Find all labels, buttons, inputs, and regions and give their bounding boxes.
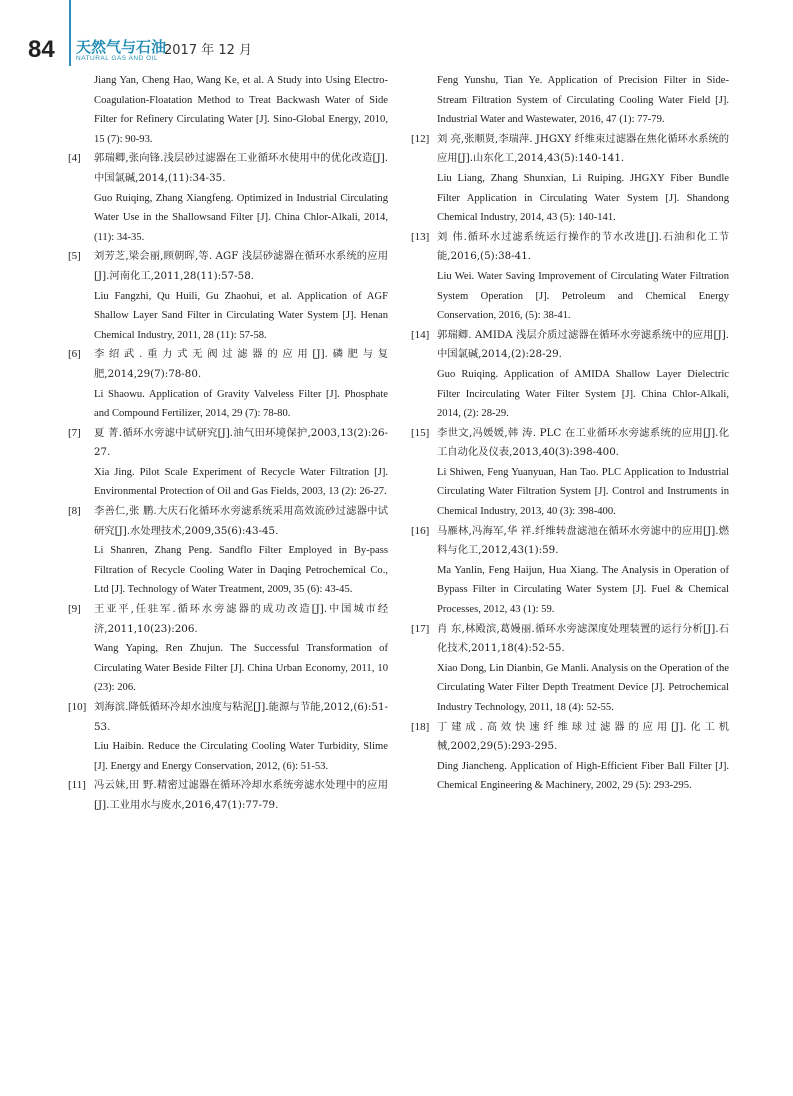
reference-chinese-text: 冯云妹,田 野.精密过滤器在循环冷却水系统旁滤水处理中的应用[J].工业用水与废水,2016,47(1):77-79. (94, 779, 388, 811)
reference-number: [14] (411, 328, 430, 341)
reference-chinese-text: 李绍武.重力式无阀过滤器的应用[J].磷肥与复肥,2014,29(7):78-80. (94, 348, 388, 380)
reference-body (94, 600, 388, 698)
reference-entry (68, 149, 388, 247)
reference-entry (68, 424, 388, 502)
reference-number (68, 71, 94, 149)
reference-body (437, 620, 729, 718)
reference-english-text: Liu Liang, Zhang Shunxian, Li Ruiping. JHGXY Fiber Bundle Filter Application in Circulating Water System [J]. Shandong Chemical Industry, 2014, 43 (5): 140-141. (437, 172, 729, 224)
reference-body (94, 71, 388, 149)
reference-english-text: Ding Jiancheng. Application of High-Efficient Fiber Ball Filter [J]. Chemical Engineering & Machinery, 2002, 29 (5): 293-295. (437, 760, 729, 792)
reference-body (437, 326, 729, 424)
reference-body (94, 345, 388, 423)
reference-english-text: Jiang Yan, Cheng Hao, Wang Ke, et al. A Study into Using Electro-Coagulation-Floatation Method to Treat Backwash Water of Side Filter for Refinery Circulating Water [J]. Sino-Global Energy, 2010, 15 (7): 90-93. (94, 75, 388, 145)
reference-chinese-text: 刘 亮,张顺贤,李瑞萍. JHGXY 纤维束过滤器在焦化循环水系统的应用[J].山东化工,2014,43(5):140-141. (437, 132, 729, 165)
reference-body (94, 698, 388, 776)
reference-english-text: Wang Yaping, Ren Zhujun. The Successful Transformation of Circulating Water Beside Filter [J]. China Urban Economy, 2011, 10 (23): 206. (94, 643, 388, 694)
reference-entry (68, 600, 388, 698)
reference-number: [9] (68, 603, 81, 616)
reference-chinese-text: 郭瑞卿,张向锋.浅层砂过滤器在工业循环水使用中的优化改造[J].中国氯碱,2014,(11):34-35. (94, 152, 388, 184)
page-number: 84 (28, 36, 55, 63)
reference-chinese-text: 夏 菁.循环水旁滤中试研究[J].油气田环境保护,2003,13(2):26-27. (94, 426, 388, 459)
reference-number: [13] (411, 230, 430, 243)
reference-number: [16] (411, 524, 430, 537)
reference-english-text: Feng Yunshu, Tian Ye. Application of Precision Filter in Side-Stream Filtration System of Circulating Cooling Water Field [J]. Industrial Water and Wastewater, 2016, 47 (1): 77-79. (437, 75, 729, 126)
references-left-column (68, 71, 388, 816)
reference-number: [12] (411, 132, 430, 145)
reference-entry (411, 228, 729, 326)
reference-english-text: Liu Fangzhi, Qu Huili, Gu Zhaohui, et al. Application of AGF Shallow Layer Sand Filter in Circulating Water System [J]. Henan Chemical Industry, 2011, 28 (11): 57-58. (94, 290, 388, 341)
reference-body (94, 149, 388, 247)
reference-english-text: Xiao Dong, Lin Dianbin, Ge Manli. Analysis on the Operation of the Circulating Water Filter Depth Treatment Device [J]. Petrochemical Industry Technology, 2011, 18 (4): 52-55. (437, 662, 729, 713)
reference-english-text: Xia Jing. Pilot Scale Experiment of Recycle Water Filtration [J]. Environmental Protection of Oil and Gas Fields, 2003, 13 (2): 26-27. (94, 466, 388, 498)
reference-number: [4] (68, 152, 81, 165)
reference-body (437, 71, 729, 130)
reference-body (437, 424, 729, 522)
reference-chinese-text: 刘 伟.循环水过滤系统运行操作的节水改进[J].石油和化工节能,2016,(5):38-41. (437, 230, 729, 263)
reference-body (437, 522, 729, 620)
journal-subtitle: NATURAL GAS AND OIL (76, 55, 159, 62)
reference-number: [8] (68, 505, 81, 518)
reference-entry (411, 522, 729, 620)
reference-body (437, 718, 729, 796)
reference-entry (411, 71, 729, 130)
reference-chinese-text: 王亚平,任驻军.循环水旁滤器的成功改造[J].中国城市经济,2011,10(23):206. (94, 603, 388, 635)
reference-entry (68, 71, 388, 149)
reference-english-text: Liu Haibin. Reduce the Circulating Cooling Water Turbidity, Slime [J]. Energy and Energy Conservation, 2012, (6): 51-53. (94, 741, 388, 772)
reference-number: [5] (68, 250, 81, 263)
reference-number: [6] (68, 348, 81, 361)
reference-entry (68, 698, 388, 776)
issue-date: 2017 年 12 月 (164, 43, 253, 58)
header-divider (69, 0, 71, 66)
reference-entry (411, 620, 729, 718)
reference-entry (68, 502, 388, 600)
reference-chinese-text: 肖 东,林殿滨,葛嫚丽.循环水旁滤深度处理装置的运行分析[J].石化技术,2011,18(4):52-55. (437, 622, 729, 655)
reference-entry (411, 326, 729, 424)
reference-entry (411, 130, 729, 228)
reference-number (411, 71, 437, 130)
journal-title: 天然气与石油 (76, 38, 167, 56)
reference-entry (68, 776, 388, 815)
reference-number: [15] (411, 426, 430, 439)
reference-chinese-text: 李善仁,张 鹏.大庆石化循环水旁滤系统采用高效流砂过滤器中试研究[J].水处理技术,2009,35(6):43-45. (94, 505, 388, 537)
references-right-column (411, 71, 729, 796)
reference-entry (68, 247, 388, 345)
reference-chinese-text: 马雁林,冯海军,华 祥.纤维转盘滤池在循环水旁滤中的应用[J].燃料与化工,2012,43(1):59. (437, 524, 729, 557)
reference-number: [10] (68, 701, 87, 713)
reference-body (94, 502, 388, 600)
reference-body (94, 247, 388, 345)
reference-english-text: Guo Ruiqing, Zhang Xiangfeng. Optimized in Industrial Circulating Water Use in the Shallowsand Filter [J]. China Chlor-Alkali, 2014, (11): 34-35. (94, 192, 388, 243)
reference-body (437, 228, 729, 326)
reference-body (437, 130, 729, 228)
reference-number: [7] (68, 426, 81, 439)
reference-entry (411, 718, 729, 796)
reference-english-text: Guo Ruiqing. Application of AMIDA Shallow Layer Dielectric Filter Incirculating Water Filter System [J]. China Chlor-Alkali, 2014, (2): 28-29. (437, 368, 729, 420)
reference-entry (411, 424, 729, 522)
reference-chinese-text: 刘芳芝,梁会丽,顾朝晖,等. AGF 浅层砂滤器在循环水系统的应用[J].河南化工,2011,28(11):57-58. (94, 250, 388, 282)
reference-entry (68, 345, 388, 423)
reference-number: [11] (68, 779, 86, 792)
reference-english-text: Li Shiwen, Feng Yuanyuan, Han Tao. PLC Application to Industrial Circulating Water Filtration System [J]. Control and Instruments in Chemical Industry, 2013, 40 (3): 398-400. (437, 466, 729, 518)
reference-chinese-text: 郭瑞卿. AMIDA 浅层介质过滤器在循环水旁滤系统中的应用[J].中国氯碱,2014,(2):28-29. (437, 328, 729, 361)
reference-english-text: Liu Wei. Water Saving Improvement of Circulating Water Filtration System Operation [J]. Petroleum and Chemical Energy Conservation, 2016, (5): 38-41. (437, 270, 729, 322)
reference-body (94, 424, 388, 502)
reference-body (94, 776, 388, 815)
reference-chinese-text: 李世文,冯媛媛,韩 涛. PLC 在工业循环水旁滤系统的应用[J].化工自动化及仪表,2013,40(3):398-400. (437, 426, 729, 459)
reference-chinese-text: 丁建成.高效快速纤维球过滤器的应用[J].化工机械,2002,29(5):293-295. (437, 720, 729, 753)
page-header (0, 0, 793, 70)
reference-number: [17] (411, 622, 430, 635)
reference-chinese-text: 刘海滨.降低循环冷却水浊度与粘泥[J].能源与节能,2012,(6):51-53. (94, 701, 388, 733)
reference-english-text: Ma Yanlin, Feng Haijun, Hua Xiang. The Analysis in Operation of Bypass Filter in Circulating Water System [J]. Fuel & Chemical Processes, 2012, 43 (1): 59. (437, 564, 729, 616)
reference-english-text: Li Shanren, Zhang Peng. Sandflo Filter Employed in By-pass Filtration of Recycle Cooling Water in Daqing Petrochemical Co., Ltd [J]. Technology of Water Treatment, 2009, 35 (6): 43-45. (94, 545, 388, 596)
reference-number: [18] (411, 720, 430, 733)
reference-english-text: Li Shaowu. Application of Gravity Valveless Filter [J]. Phosphate and Compound Fertilizer, 2014, 29 (7): 78-80. (94, 388, 388, 420)
